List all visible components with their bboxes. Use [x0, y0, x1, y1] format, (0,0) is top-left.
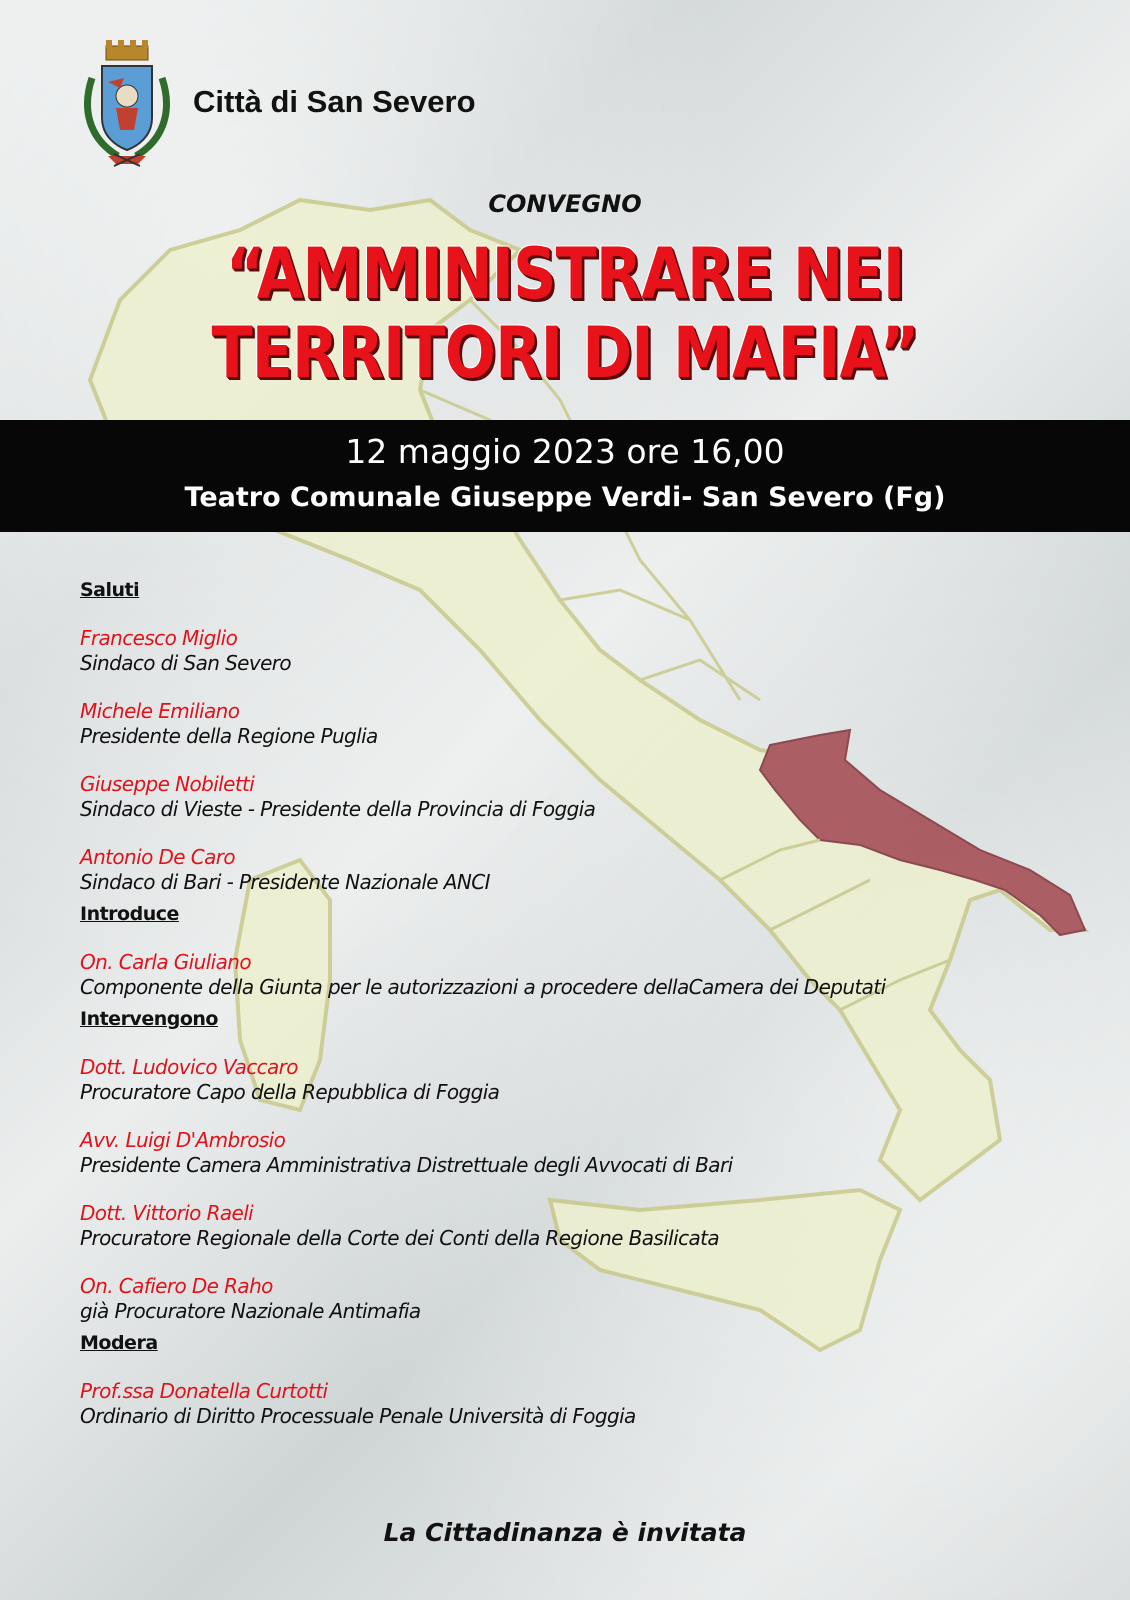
event-title-line-2: TERRITORI DI MAFIA”: [211, 312, 919, 394]
speaker-entry: [80, 626, 1080, 676]
speaker-entry: [80, 699, 1080, 749]
speaker-role: Componente della Giunta per le autorizzazioni a procedere dellaCamera dei Deputati: [80, 975, 886, 999]
section-heading-modera: Modera: [80, 1332, 158, 1354]
section-heading-introduce: Introduce: [80, 903, 179, 925]
event-title-line-1: “AMMINISTRARE NEI: [225, 233, 905, 315]
speaker-name: Dott. Ludovico Vaccaro: [80, 1055, 298, 1079]
speaker-name: On. Cafiero De Raho: [80, 1274, 273, 1298]
speaker-entry: [80, 950, 1080, 1000]
event-date-time: 12 maggio 2023 ore 16,00: [345, 432, 785, 471]
speaker-name: Prof.ssa Donatella Curtotti: [80, 1379, 328, 1403]
section-heading-saluti: Saluti: [80, 579, 140, 601]
speaker-name: On. Carla Giuliano: [80, 950, 251, 974]
speaker-name: Giuseppe Nobiletti: [80, 772, 255, 796]
speaker-entry: [80, 845, 1080, 895]
speaker-name: Michele Emiliano: [80, 699, 240, 723]
city-name: Città di San Severo: [193, 84, 476, 119]
city-crest-icon: [78, 38, 176, 170]
speaker-entry: [80, 1128, 1080, 1178]
speaker-role: Sindaco di Vieste - Presidente della Provincia di Foggia: [80, 797, 596, 821]
speaker-role: Sindaco di Bari - Presidente Nazionale ANCI: [80, 870, 490, 894]
event-venue: Teatro Comunale Giuseppe Verdi- San Severo (Fg): [184, 482, 946, 513]
speaker-role: Ordinario di Diritto Processuale Penale Università di Foggia: [80, 1404, 636, 1428]
speaker-role: Procuratore Capo della Repubblica di Foggia: [80, 1080, 500, 1104]
speaker-role: già Procuratore Nazionale Antimafia: [80, 1299, 421, 1323]
event-kind-label: CONVEGNO: [488, 190, 642, 218]
section-heading-intervengono: Intervengono: [80, 1008, 218, 1030]
speaker-role: Sindaco di San Severo: [80, 651, 292, 675]
speaker-entry: [80, 1274, 1080, 1324]
speaker-role: Procuratore Regionale della Corte dei Conti della Regione Basilicata: [80, 1226, 720, 1250]
speaker-name: Avv. Luigi D'Ambrosio: [80, 1128, 286, 1152]
speaker-entry: [80, 772, 1080, 822]
program-list: [80, 578, 1080, 1429]
speaker-role: Presidente della Regione Puglia: [80, 724, 378, 748]
invitation-text: La Cittadinanza è invitata: [383, 1518, 747, 1547]
speaker-name: Dott. Vittorio Raeli: [80, 1201, 254, 1225]
speaker-name: Antonio De Caro: [80, 845, 236, 869]
speaker-entry: [80, 1201, 1080, 1251]
speaker-name: Francesco Miglio: [80, 626, 238, 650]
speaker-role: Presidente Camera Amministrativa Distrettuale degli Avvocati di Bari: [80, 1153, 733, 1177]
speaker-entry: [80, 1055, 1080, 1105]
speaker-entry: [80, 1379, 1080, 1429]
date-venue-band: [0, 420, 1130, 532]
